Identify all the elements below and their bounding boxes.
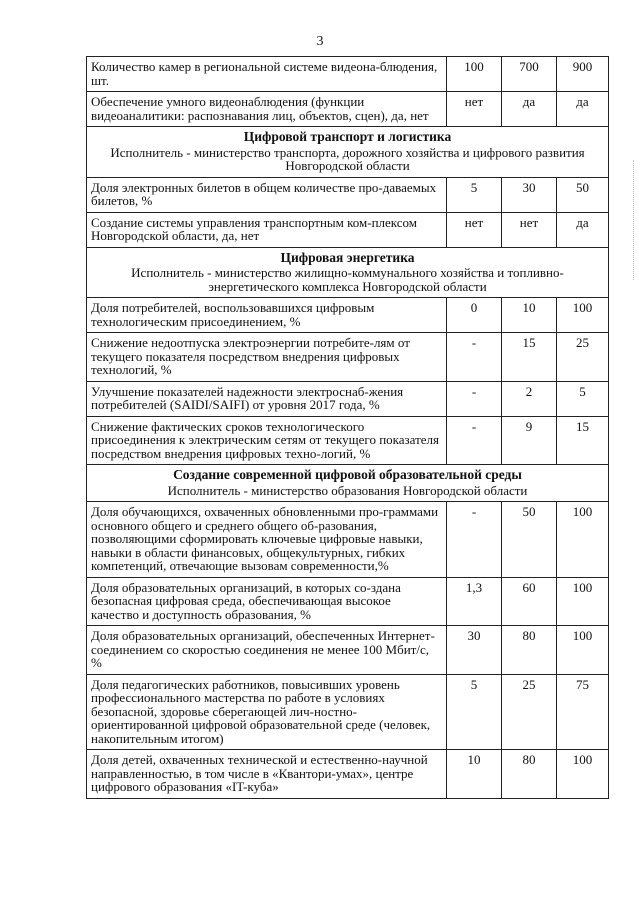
- indicator-value-3: 900: [557, 57, 609, 92]
- indicator-description: Количество камер в региональной системе видеона-блюдения, шт.: [87, 57, 447, 92]
- indicator-description: Улучшение показателей надежности электроснаб-жения потребителей (SAIDI/SAIFI) от уровня 2017 года, %: [87, 381, 447, 416]
- indicators-table: [86, 56, 609, 799]
- indicator-description: Доля педагогических работников, повысивших уровень профессионального мастерства по работе в условиях безопасной, здоровье сберегающей лич-ностно-ориентированной цифровой образовательной среде (человек, накопительным итогом): [87, 674, 447, 750]
- indicator-value-2: 15: [502, 333, 557, 382]
- table-row: [87, 577, 609, 626]
- indicator-value-3: 100: [557, 577, 609, 626]
- indicator-value-2: 60: [502, 577, 557, 626]
- section-title: Создание современной цифровой образовательной среды: [173, 467, 522, 482]
- indicator-value-1: 10: [447, 750, 502, 799]
- indicator-value-3: да: [557, 212, 609, 247]
- section-title: Цифровой транспорт и логистика: [243, 129, 452, 144]
- indicator-value-1: 0: [447, 298, 502, 333]
- indicator-value-1: -: [447, 381, 502, 416]
- indicator-value-2: 9: [502, 416, 557, 465]
- indicator-value-3: 50: [557, 177, 609, 212]
- indicator-value-2: 25: [502, 674, 557, 750]
- section-header-row: [87, 465, 609, 502]
- indicator-value-3: 100: [557, 298, 609, 333]
- indicator-value-1: -: [447, 416, 502, 465]
- section-executor: Исполнитель - министерство жилищно-коммунального хозяйства и топливно-энергетического комплекса Новгородской области: [131, 265, 564, 294]
- indicator-value-3: 25: [557, 333, 609, 382]
- table-row: [87, 626, 609, 675]
- table-row: [87, 333, 609, 382]
- binding-edge-mark: [633, 160, 636, 280]
- section-header-row: [87, 127, 609, 178]
- section-header-cell: [87, 465, 609, 502]
- section-header-cell: [87, 247, 609, 298]
- indicator-value-1: 5: [447, 177, 502, 212]
- indicator-value-1: 100: [447, 57, 502, 92]
- table-row: [87, 502, 609, 578]
- indicator-description: Доля образовательных организаций, обеспеченных Интернет-соединением со скоростью соединения не менее 100 Мбит/с, %: [87, 626, 447, 675]
- table-row: [87, 212, 609, 247]
- indicator-description: Обеспечение умного видеонаблюдения (функции видеоаналитики: распознавания лиц, объектов, сцен), да, нет: [87, 92, 447, 127]
- indicator-value-3: 5: [557, 381, 609, 416]
- indicator-value-1: 1,3: [447, 577, 502, 626]
- indicator-description: Доля электронных билетов в общем количестве про-даваемых билетов, %: [87, 177, 447, 212]
- indicator-value-3: да: [557, 92, 609, 127]
- indicator-value-2: 80: [502, 750, 557, 799]
- table-row: [87, 750, 609, 799]
- indicator-value-2: 2: [502, 381, 557, 416]
- indicator-value-2: 50: [502, 502, 557, 578]
- indicator-value-3: 100: [557, 626, 609, 675]
- indicator-description: Доля обучающихся, охваченных обновленными про-граммами основного общего и среднего общего об-разования, позволяющими сформировать ключевые цифровые навыки, навыки в области финансовых, общекультурных, гибких компетенций, отвечающие вызовам современности,%: [87, 502, 447, 578]
- table-row: [87, 381, 609, 416]
- page-number: 3: [316, 34, 324, 49]
- indicator-value-1: 5: [447, 674, 502, 750]
- indicator-description: Доля потребителей, воспользовавшихся цифровым технологическим присоединением, %: [87, 298, 447, 333]
- section-executor: Исполнитель - министерство транспорта, дорожного хозяйства и цифрового развития Новгородской области: [110, 144, 585, 173]
- indicator-value-1: нет: [447, 212, 502, 247]
- indicator-value-2: да: [502, 92, 557, 127]
- indicator-value-2: 700: [502, 57, 557, 92]
- table-row: [87, 92, 609, 127]
- table-row: [87, 177, 609, 212]
- indicator-value-1: 30: [447, 626, 502, 675]
- section-title: Цифровая энергетика: [280, 249, 415, 265]
- table-row: [87, 674, 609, 750]
- indicator-description: Создание системы управления транспортным ком-плексом Новгородской области, да, нет: [87, 212, 447, 247]
- indicator-value-3: 100: [557, 502, 609, 578]
- table-row: [87, 57, 609, 92]
- indicator-value-3: 75: [557, 674, 609, 750]
- section-header-cell: [87, 127, 609, 178]
- indicator-description: Снижение недоотпуска электроэнергии потребите-лям от текущего показателя посредством внедрения цифровых технологий, %: [87, 333, 447, 382]
- indicator-value-1: нет: [447, 92, 502, 127]
- table-row: [87, 416, 609, 465]
- indicator-value-1: -: [447, 502, 502, 578]
- indicator-value-1: -: [447, 333, 502, 382]
- section-header-row: [87, 247, 609, 298]
- indicator-value-2: 10: [502, 298, 557, 333]
- indicator-description: Доля детей, охваченных технической и естественно-научной направленностью, в том числе в «Квантори-умах», центре цифрового образования «IT-куба»: [87, 750, 447, 799]
- indicator-value-2: 30: [502, 177, 557, 212]
- indicator-value-2: нет: [502, 212, 557, 247]
- indicator-value-3: 100: [557, 750, 609, 799]
- section-executor: Исполнитель - министерство образования Новгородской области: [167, 482, 528, 498]
- table-row: [87, 298, 609, 333]
- indicator-value-3: 15: [557, 416, 609, 465]
- indicator-description: Доля образовательных организаций, в которых со-здана безопасная цифровая среда, обеспечивающая высокое качество и доступность образования, %: [87, 577, 447, 626]
- indicator-value-2: 80: [502, 626, 557, 675]
- indicator-description: Снижение фактических сроков технологического присоединения к электрическим сетям от текущего показателя посредством внедрения цифровых техно-логий, %: [87, 416, 447, 465]
